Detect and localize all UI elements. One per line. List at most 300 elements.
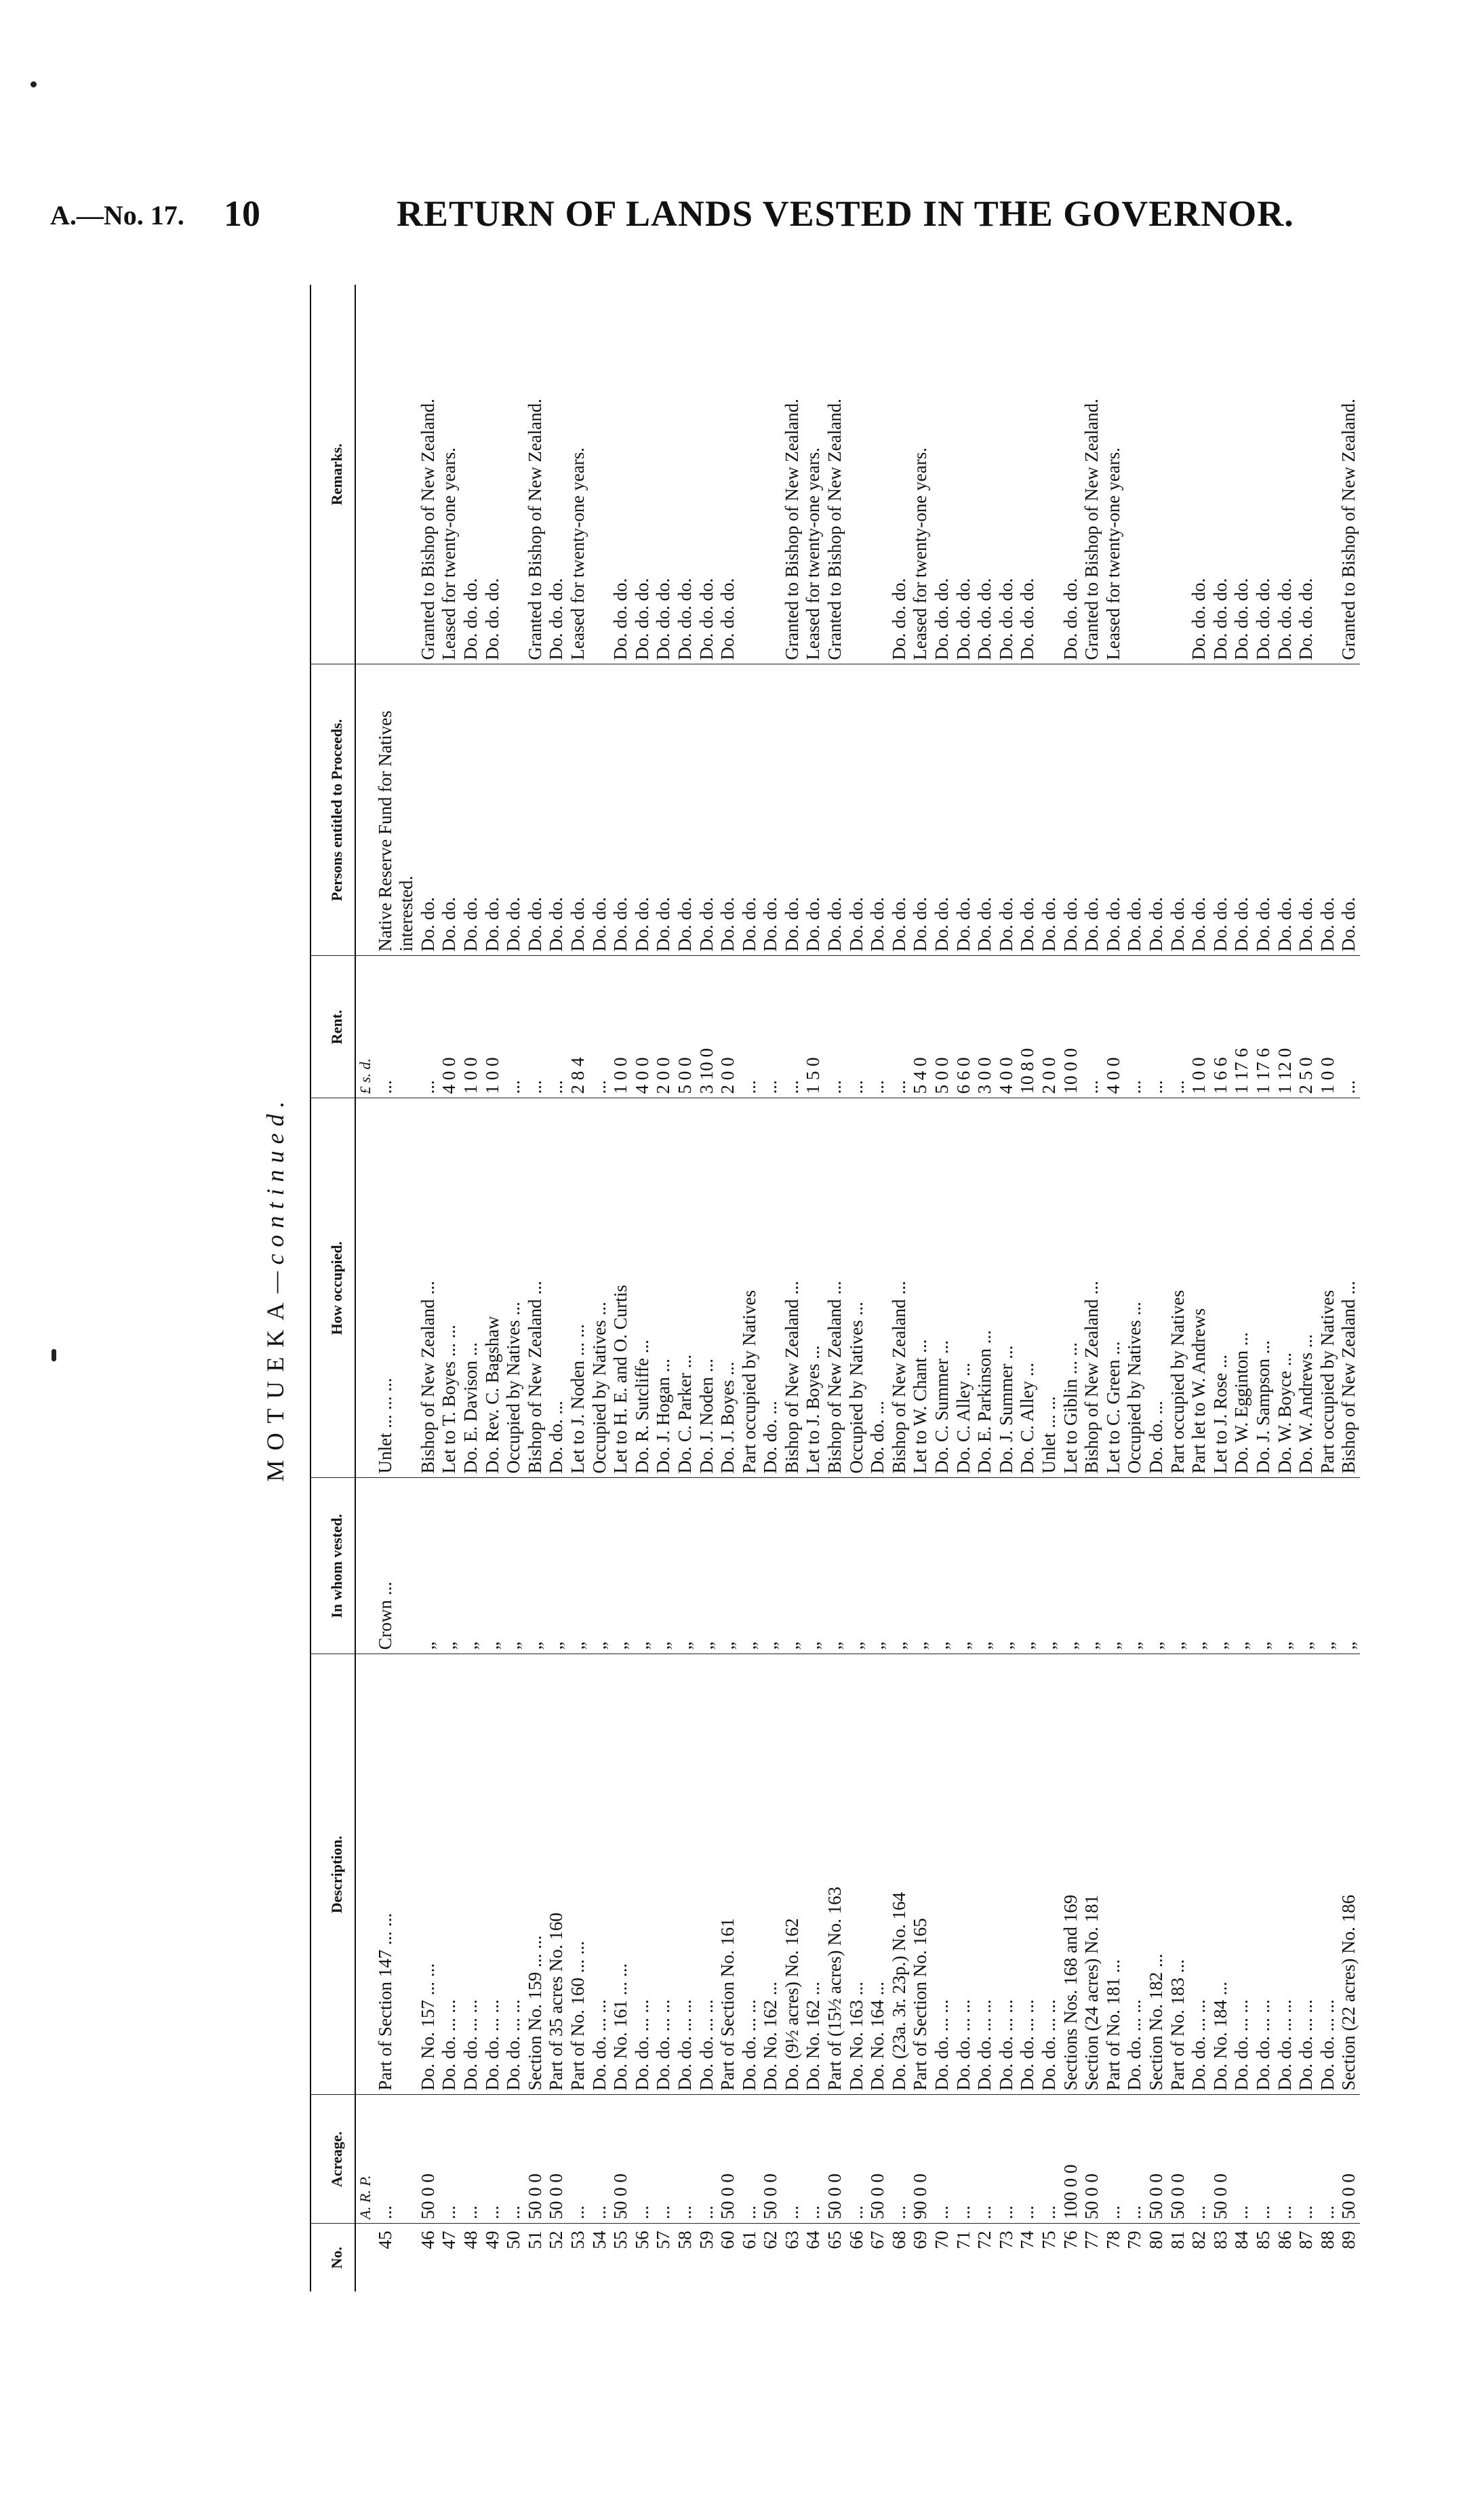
cell-no: 85 bbox=[1252, 2230, 1273, 2249]
cell-acreage: ... bbox=[439, 2095, 460, 2224]
cell-no: 88 bbox=[1317, 2230, 1338, 2249]
cell-description: Do. do. ... ... bbox=[931, 1654, 953, 2095]
cell-rent: ... bbox=[1081, 956, 1103, 1098]
cell-remarks: Do. do. do. bbox=[1296, 285, 1317, 664]
table-row bbox=[482, 285, 504, 2291]
cell-no: 72 bbox=[974, 2230, 995, 2249]
cell-acreage: ... bbox=[503, 2095, 525, 2224]
continued-label: —continued. bbox=[262, 1094, 289, 1294]
table-row bbox=[1146, 285, 1167, 2291]
cell-rent: 1 6 6 bbox=[1210, 956, 1232, 1098]
cell-description: Do. do. ... ... bbox=[632, 1654, 654, 2095]
table-row bbox=[546, 285, 567, 2291]
table-row bbox=[1167, 285, 1189, 2291]
cell-remarks: Do. do. do. bbox=[717, 285, 739, 664]
cell-description: Section (22 acres) No. 186 bbox=[1338, 1654, 1360, 2095]
cell-occupied: Let to W. Chant ... bbox=[910, 1098, 931, 1478]
cell-persons: Do. do. bbox=[910, 664, 931, 956]
cell-acreage: ... bbox=[1231, 2095, 1253, 2224]
cell-remarks: Do. do. do. bbox=[953, 285, 975, 664]
cell-persons: Do. do. bbox=[867, 664, 889, 956]
cell-acreage: 50 0 0 bbox=[824, 2095, 846, 2224]
cell-description: Do. do. ... ... bbox=[653, 1654, 675, 2095]
cell-description: Section No. 182 ... bbox=[1146, 1654, 1167, 2095]
cell-acreage: 50 0 0 bbox=[717, 2095, 739, 2224]
cell-occupied: Let to J. Rose ... bbox=[1210, 1098, 1232, 1478]
cell-vested: „ bbox=[632, 1478, 654, 1654]
cell-rent: 1 0 0 bbox=[460, 956, 482, 1098]
cell-no: 83 bbox=[1209, 2230, 1230, 2249]
speck-top bbox=[31, 81, 37, 87]
cell-persons: Do. do. bbox=[1275, 664, 1296, 956]
table-header-row bbox=[310, 285, 355, 2291]
cell-no: 45 bbox=[374, 2230, 395, 2249]
cell-acreage: 50 0 0 bbox=[1338, 2095, 1360, 2224]
cell-no: 68 bbox=[888, 2230, 909, 2249]
cell-acreage: 50 0 0 bbox=[1167, 2095, 1189, 2224]
cell-description: Do. do. ... ... bbox=[503, 1654, 525, 2095]
cell-rent: ... bbox=[525, 956, 546, 1098]
table-row bbox=[931, 285, 953, 2291]
cell-description: Part of (15½ acres) No. 163 bbox=[824, 1654, 846, 2095]
cell-occupied: Do. do. ... bbox=[760, 1098, 782, 1478]
cell-remarks: Do. do. do. bbox=[996, 285, 1018, 664]
cell-rent: ... bbox=[418, 956, 439, 1098]
cell-persons: Do. do. bbox=[546, 664, 567, 956]
cell-persons: Do. do. bbox=[696, 664, 718, 956]
cell-description: Do. No. 164 ... bbox=[867, 1654, 889, 2095]
cell-persons: Do. do. bbox=[1017, 664, 1039, 956]
table-row bbox=[589, 285, 611, 2291]
cell-remarks: Do. do. do. bbox=[974, 285, 996, 664]
table-row bbox=[1124, 285, 1146, 2291]
cell-occupied: Do. J. Summer ... bbox=[996, 1098, 1018, 1478]
cell-no: 50 bbox=[503, 2230, 524, 2249]
rotated-return-table bbox=[261, 285, 1373, 2291]
cell-no: 62 bbox=[760, 2230, 781, 2249]
cell-remarks bbox=[1039, 285, 1060, 664]
cell-no: 66 bbox=[845, 2230, 866, 2249]
table-body bbox=[375, 285, 1360, 2291]
col-description: Description. bbox=[310, 1654, 355, 2095]
cell-persons: Do. do. bbox=[503, 664, 525, 956]
cell-acreage: ... bbox=[1253, 2095, 1275, 2224]
cell-rent: ... bbox=[546, 956, 567, 1098]
cell-remarks: Leased for twenty-one years. bbox=[803, 285, 824, 664]
cell-occupied: Occupied by Natives ... bbox=[846, 1098, 868, 1478]
table-row bbox=[610, 285, 632, 2291]
cell-vested: „ bbox=[782, 1478, 803, 1654]
cell-acreage: ... bbox=[889, 2095, 910, 2224]
cell-rent: 1 5 0 bbox=[803, 956, 824, 1098]
cell-acreage: 50 0 0 bbox=[418, 2095, 439, 2224]
cell-acreage: ... bbox=[1124, 2095, 1146, 2224]
table-row bbox=[824, 285, 846, 2291]
cell-persons: Do. do. bbox=[846, 664, 868, 956]
cell-no: 56 bbox=[631, 2230, 652, 2249]
cell-no: 80 bbox=[1145, 2230, 1166, 2249]
cell-remarks bbox=[760, 285, 782, 664]
cell-acreage: ... bbox=[675, 2095, 696, 2224]
cell-acreage: ... bbox=[931, 2095, 953, 2224]
cell-description: Do. do. ... ... bbox=[996, 1654, 1018, 2095]
cell-acreage: ... bbox=[1017, 2095, 1039, 2224]
cell-acreage: ... bbox=[1103, 2095, 1125, 2224]
cell-vested: „ bbox=[910, 1478, 931, 1654]
cell-no: 60 bbox=[717, 2230, 738, 2249]
cell-occupied: Occupied by Natives ... bbox=[1124, 1098, 1146, 1478]
cell-remarks: Granted to Bishop of New Zealand. bbox=[418, 285, 439, 664]
cell-remarks bbox=[503, 285, 525, 664]
cell-occupied: Do. do. ... bbox=[1146, 1098, 1167, 1478]
cell-rent: ... bbox=[846, 956, 868, 1098]
cell-remarks: Granted to Bishop of New Zealand. bbox=[824, 285, 846, 664]
cell-persons: Do. do. bbox=[1167, 664, 1189, 956]
table-row bbox=[653, 285, 675, 2291]
cell-vested: „ bbox=[1124, 1478, 1146, 1654]
cell-vested: „ bbox=[1081, 1478, 1103, 1654]
cell-occupied: Unlet ... ... ... bbox=[375, 1098, 418, 1478]
cell-rent: 1 0 0 bbox=[482, 956, 504, 1098]
table-row bbox=[846, 285, 868, 2291]
cell-persons: Do. do. bbox=[482, 664, 504, 956]
table-row bbox=[567, 285, 589, 2291]
cell-rent: ... bbox=[782, 956, 803, 1098]
cell-remarks: Do. do. do. bbox=[632, 285, 654, 664]
cell-no: 89 bbox=[1338, 2230, 1359, 2249]
cell-rent: ... bbox=[867, 956, 889, 1098]
cell-acreage: ... bbox=[1317, 2095, 1339, 2224]
cell-description: Do. do. ... ... bbox=[1296, 1654, 1317, 2095]
cell-no: 81 bbox=[1167, 2230, 1188, 2249]
cell-description: Do. do. ... ... bbox=[589, 1654, 611, 2095]
cell-remarks bbox=[375, 285, 418, 664]
cell-remarks bbox=[867, 285, 889, 664]
cell-persons: Do. do. bbox=[1060, 664, 1082, 956]
cell-vested: „ bbox=[953, 1478, 975, 1654]
cell-description: Do. do. ... ... bbox=[482, 1654, 504, 2095]
cell-persons: Do. do. bbox=[653, 664, 675, 956]
cell-description: Section No. 159 ... ... bbox=[525, 1654, 546, 2095]
cell-description: Do. do. ... ... bbox=[1253, 1654, 1275, 2095]
cell-remarks: Leased for twenty-one years. bbox=[439, 285, 460, 664]
cell-rent: ... bbox=[375, 956, 418, 1098]
cell-occupied: Do. do. ... bbox=[546, 1098, 567, 1478]
cell-vested: „ bbox=[1103, 1478, 1125, 1654]
cell-no: 65 bbox=[824, 2230, 845, 2249]
cell-no: 54 bbox=[588, 2230, 609, 2249]
return-table bbox=[310, 285, 1360, 2291]
table-row bbox=[632, 285, 654, 2291]
cell-vested: „ bbox=[1338, 1478, 1360, 1654]
cell-acreage: ... bbox=[803, 2095, 824, 2224]
cell-no: 64 bbox=[803, 2230, 824, 2249]
cell-persons: Do. do. bbox=[439, 664, 460, 956]
cell-description: Do. No. 161 ... ... bbox=[610, 1654, 632, 2095]
cell-occupied: Let to J. Noden ... ... bbox=[567, 1098, 589, 1478]
col-acreage: Acreage. bbox=[310, 2095, 355, 2224]
cell-persons: Do. do. bbox=[739, 664, 761, 956]
cell-acreage: 50 0 0 bbox=[760, 2095, 782, 2224]
col-remarks: Remarks. bbox=[310, 285, 355, 664]
cell-vested: „ bbox=[503, 1478, 525, 1654]
cell-acreage: 50 0 0 bbox=[546, 2095, 567, 2224]
cell-vested: „ bbox=[931, 1478, 953, 1654]
cell-persons: Do. do. bbox=[717, 664, 739, 956]
cell-occupied: Bishop of New Zealand ... bbox=[525, 1098, 546, 1478]
cell-remarks: Do. do. do. bbox=[653, 285, 675, 664]
cell-description: Do. do. ... ... bbox=[1231, 1654, 1253, 2095]
cell-vested: „ bbox=[824, 1478, 846, 1654]
cell-acreage: ... bbox=[567, 2095, 589, 2224]
cell-acreage: 50 0 0 bbox=[610, 2095, 632, 2224]
cell-remarks: Do. do. do. bbox=[546, 285, 567, 664]
cell-no: 84 bbox=[1231, 2230, 1252, 2249]
cell-acreage: 50 0 0 bbox=[1210, 2095, 1232, 2224]
cell-acreage: ... bbox=[632, 2095, 654, 2224]
cell-no: 70 bbox=[931, 2230, 952, 2249]
cell-vested: „ bbox=[1296, 1478, 1317, 1654]
table-row bbox=[782, 285, 803, 2291]
cell-occupied: Do. C. Summer ... bbox=[931, 1098, 953, 1478]
cell-occupied: Occupied by Natives ... bbox=[589, 1098, 611, 1478]
cell-remarks: Do. do. do. bbox=[889, 285, 910, 664]
cell-vested: „ bbox=[567, 1478, 589, 1654]
cell-description: Do. do. ... ... bbox=[974, 1654, 996, 2095]
cell-vested: „ bbox=[803, 1478, 824, 1654]
cell-persons: Do. do. bbox=[1253, 664, 1275, 956]
cell-acreage: 50 0 0 bbox=[867, 2095, 889, 2224]
table-row bbox=[418, 285, 439, 2291]
cell-occupied: Bishop of New Zealand ... bbox=[1081, 1098, 1103, 1478]
cell-rent: 4 0 0 bbox=[1103, 956, 1125, 1098]
cell-persons: Do. do. bbox=[418, 664, 439, 956]
cell-remarks bbox=[1317, 285, 1339, 664]
cell-persons: Do. do. bbox=[1188, 664, 1210, 956]
cell-vested: „ bbox=[867, 1478, 889, 1654]
cell-persons: Do. do. bbox=[1103, 664, 1125, 956]
col-occupied: How occupied. bbox=[310, 1098, 355, 1478]
cell-vested: „ bbox=[1275, 1478, 1296, 1654]
cell-acreage: ... bbox=[953, 2095, 975, 2224]
cell-description: Do. do. ... ... bbox=[1275, 1654, 1296, 2095]
cell-persons: Do. do. bbox=[953, 664, 975, 956]
cell-occupied: Do. W. Boyce ... bbox=[1275, 1098, 1296, 1478]
cell-occupied: Let to C. Green ... bbox=[1103, 1098, 1125, 1478]
cell-rent: 10 8 0 bbox=[1017, 956, 1039, 1098]
cell-no: 77 bbox=[1081, 2230, 1102, 2249]
table-row bbox=[867, 285, 889, 2291]
cell-remarks bbox=[846, 285, 868, 664]
table-row bbox=[1060, 285, 1082, 2291]
cell-remarks: Leased for twenty-one years. bbox=[910, 285, 931, 664]
units-row bbox=[355, 285, 375, 2291]
cell-occupied: Do. C. Alley ... bbox=[953, 1098, 975, 1478]
cell-no: 48 bbox=[460, 2230, 481, 2249]
cell-remarks: Leased for twenty-one years. bbox=[567, 285, 589, 664]
cell-acreage: ... bbox=[375, 2095, 418, 2224]
cell-description: Part of No. 181 ... bbox=[1103, 1654, 1125, 2095]
table-row bbox=[803, 285, 824, 2291]
cell-occupied: Part occupied by Natives bbox=[739, 1098, 761, 1478]
cell-persons: Do. do. bbox=[1338, 664, 1360, 956]
cell-vested: „ bbox=[460, 1478, 482, 1654]
cell-persons: Do. do. bbox=[889, 664, 910, 956]
cell-acreage: ... bbox=[1275, 2095, 1296, 2224]
cell-occupied: Bishop of New Zealand ... bbox=[782, 1098, 803, 1478]
cell-vested: „ bbox=[889, 1478, 910, 1654]
cell-persons: Do. do. bbox=[1296, 664, 1317, 956]
cell-description: Do. No. 157 ... ... bbox=[418, 1654, 439, 2095]
cell-no: 46 bbox=[417, 2230, 438, 2249]
cell-vested: „ bbox=[1039, 1478, 1060, 1654]
cell-rent: 4 0 0 bbox=[996, 956, 1018, 1098]
cell-occupied: Do. J. Boyes ... bbox=[717, 1098, 739, 1478]
cell-no: 67 bbox=[867, 2230, 888, 2249]
cell-no: 49 bbox=[481, 2230, 502, 2249]
cell-rent: ... bbox=[824, 956, 846, 1098]
cell-vested: „ bbox=[653, 1478, 675, 1654]
cell-remarks: Do. do. do. bbox=[1017, 285, 1039, 664]
cell-persons: Do. do. bbox=[460, 664, 482, 956]
cell-description: Section (24 acres) No. 181 bbox=[1081, 1654, 1103, 2095]
cell-vested: „ bbox=[996, 1478, 1018, 1654]
cell-persons: Do. do. bbox=[974, 664, 996, 956]
cell-vested: „ bbox=[974, 1478, 996, 1654]
cell-persons: Do. do. bbox=[675, 664, 696, 956]
table-row bbox=[1317, 285, 1339, 2291]
cell-vested: „ bbox=[696, 1478, 718, 1654]
cell-persons: Do. do. bbox=[760, 664, 782, 956]
cell-acreage: 50 0 0 bbox=[1081, 2095, 1103, 2224]
cell-no: 87 bbox=[1296, 2230, 1317, 2249]
acreage-units: A. R. P. bbox=[355, 2095, 375, 2224]
cell-description: Do. do. ... ... bbox=[439, 1654, 460, 2095]
table-row bbox=[1296, 285, 1317, 2291]
table-row bbox=[889, 285, 910, 2291]
cell-occupied: Do. W. Andrews ... bbox=[1296, 1098, 1317, 1478]
cell-occupied: Do. R. Sutcliffe ... bbox=[632, 1098, 654, 1478]
table-row bbox=[910, 285, 931, 2291]
cell-occupied: Do. E. Davison ... bbox=[460, 1098, 482, 1478]
cell-description: Do. No. 162 ... bbox=[803, 1654, 824, 2095]
cell-rent: ... bbox=[1338, 956, 1360, 1098]
cell-persons: Do. do. bbox=[824, 664, 846, 956]
cell-rent: 1 12 0 bbox=[1275, 956, 1296, 1098]
cell-rent: ... bbox=[760, 956, 782, 1098]
cell-vested: „ bbox=[418, 1478, 439, 1654]
cell-persons: Do. do. bbox=[996, 664, 1018, 956]
cell-vested: „ bbox=[589, 1478, 611, 1654]
cell-persons: Do. do. bbox=[525, 664, 546, 956]
cell-no: 73 bbox=[995, 2230, 1016, 2249]
cell-occupied: Occupied by Natives ... bbox=[503, 1098, 525, 1478]
table-row bbox=[760, 285, 782, 2291]
cell-no: 86 bbox=[1274, 2230, 1295, 2249]
cell-rent: ... bbox=[589, 956, 611, 1098]
cell-remarks: Do. do. do. bbox=[1231, 285, 1253, 664]
cell-no: 75 bbox=[1039, 2230, 1059, 2249]
cell-occupied: Let to T. Boyes ... ... bbox=[439, 1098, 460, 1478]
cell-remarks: Do. do. do. bbox=[1253, 285, 1275, 664]
cell-rent: 2 8 4 bbox=[567, 956, 589, 1098]
table-row bbox=[996, 285, 1018, 2291]
cell-occupied: Let to H. E. and O. Curtis bbox=[610, 1098, 632, 1478]
cell-acreage: ... bbox=[460, 2095, 482, 2224]
cell-persons: Do. do. bbox=[1039, 664, 1060, 956]
cell-vested: „ bbox=[1231, 1478, 1253, 1654]
cell-rent: 3 0 0 bbox=[974, 956, 996, 1098]
cell-rent: ... bbox=[503, 956, 525, 1098]
cell-remarks: Do. do. do. bbox=[675, 285, 696, 664]
table-row bbox=[675, 285, 696, 2291]
cell-occupied: Bishop of New Zealand ... bbox=[1338, 1098, 1360, 1478]
cell-remarks: Do. do. do. bbox=[482, 285, 504, 664]
cell-description: Part of No. 160 ... ... bbox=[567, 1654, 589, 2095]
cell-vested: „ bbox=[717, 1478, 739, 1654]
cell-rent: 1 0 0 bbox=[610, 956, 632, 1098]
cell-acreage: ... bbox=[482, 2095, 504, 2224]
cell-acreage: ... bbox=[974, 2095, 996, 2224]
cell-description: Sections Nos. 168 and 169 bbox=[1060, 1654, 1082, 2095]
cell-description: Do. do. ... ... bbox=[1188, 1654, 1210, 2095]
cell-occupied: Do. C. Alley ... bbox=[1017, 1098, 1039, 1478]
table-row bbox=[739, 285, 761, 2291]
cell-description: Do. do. ... ... bbox=[1124, 1654, 1146, 2095]
cell-rent: 6 6 0 bbox=[953, 956, 975, 1098]
cell-description: Part of No. 183 ... bbox=[1167, 1654, 1189, 2095]
cell-description: Do. do. ... ... bbox=[1039, 1654, 1060, 2095]
cell-rent: 2 0 0 bbox=[1039, 956, 1060, 1098]
cell-occupied: Part let to W. Andrews bbox=[1188, 1098, 1210, 1478]
table-row bbox=[974, 285, 996, 2291]
cell-occupied: Do. W. Egginton ... bbox=[1231, 1098, 1253, 1478]
cell-persons: Do. do. bbox=[567, 664, 589, 956]
cell-acreage: 90 0 0 bbox=[910, 2095, 931, 2224]
cell-acreage: ... bbox=[653, 2095, 675, 2224]
col-persons: Persons entitled to Proceeds. bbox=[310, 664, 355, 956]
cell-description: Do. do. ... ... bbox=[696, 1654, 718, 2095]
cell-remarks bbox=[1124, 285, 1146, 664]
cell-no: 63 bbox=[781, 2230, 802, 2249]
cell-persons: Do. do. bbox=[803, 664, 824, 956]
cell-occupied: Part occupied by Natives bbox=[1317, 1098, 1339, 1478]
cell-acreage: ... bbox=[696, 2095, 718, 2224]
cell-acreage: ... bbox=[1296, 2095, 1317, 2224]
cell-vested: „ bbox=[1210, 1478, 1232, 1654]
cell-vested: „ bbox=[1167, 1478, 1189, 1654]
cell-persons: Do. do. bbox=[1317, 664, 1339, 956]
cell-occupied: Let to Giblin ... ... bbox=[1060, 1098, 1082, 1478]
table-subtitle bbox=[261, 285, 302, 2291]
cell-remarks: Do. do. do. bbox=[1275, 285, 1296, 664]
table-row bbox=[375, 285, 418, 2291]
cell-occupied: Part occupied by Natives bbox=[1167, 1098, 1189, 1478]
cell-rent: 2 5 0 bbox=[1296, 956, 1317, 1098]
cell-rent: ... bbox=[1167, 956, 1189, 1098]
cell-no: 47 bbox=[439, 2230, 460, 2249]
cell-remarks: Do. do. do. bbox=[610, 285, 632, 664]
cell-persons: Do. do. bbox=[1210, 664, 1232, 956]
cell-no: 57 bbox=[653, 2230, 674, 2249]
cell-vested: „ bbox=[675, 1478, 696, 1654]
cell-persons: Do. do. bbox=[931, 664, 953, 956]
cell-rent: 1 17 6 bbox=[1231, 956, 1253, 1098]
cell-rent: ... bbox=[739, 956, 761, 1098]
cell-rent: 5 0 0 bbox=[931, 956, 953, 1098]
cell-description: Do. do. ... ... bbox=[1317, 1654, 1339, 2095]
table-row bbox=[503, 285, 525, 2291]
